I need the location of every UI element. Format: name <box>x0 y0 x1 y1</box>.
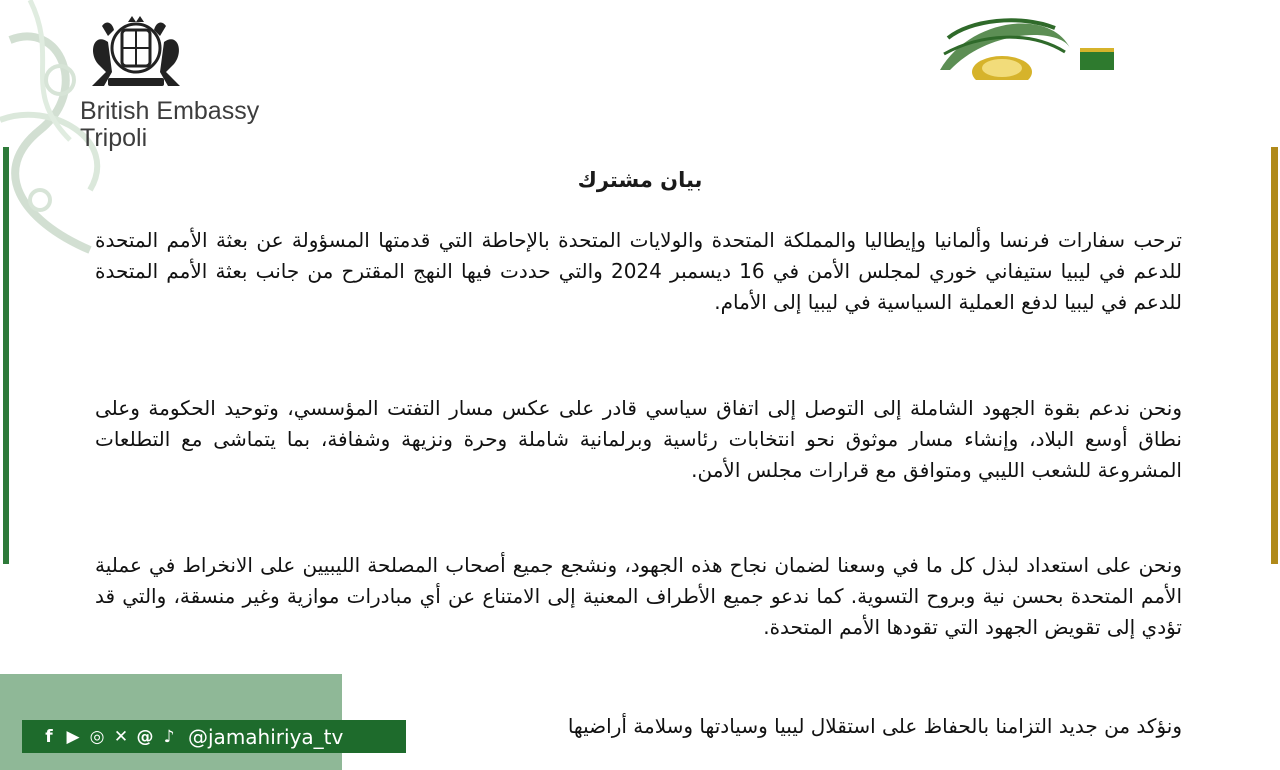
statement-title: بيان مشترك <box>577 168 703 192</box>
social-handle[interactable]: @jamahiriya_tv <box>188 724 344 749</box>
paragraph-3: ونحن على استعداد لبذل كل ما في وسعنا لضمان نجاح هذه الجهود، ونشجع جميع أصحاب المصلحة الليبيين على الانخراط في عملية الأمم المتحدة بحسن نية وبروح التسوية. كما ندعو جميع الأطراف المعنية إلى الامتناع عن أي مبادرات موازية وغير منسقة، والتي قد تؤدي إلى تقويض الجهود التي تقودها الأمم المتحدة. <box>95 553 1182 639</box>
paragraph-4: ونؤكد من جديد التزامنا بالحفاظ على استقلال ليبيا وسيادتها وسلامة أراضيها <box>567 714 1182 738</box>
facebook-icon[interactable]: f <box>45 726 53 747</box>
paragraph-1: ترحب سفارات فرنسا وألمانيا وإيطاليا والمملكة المتحدة والولايات المتحدة بالإحاطة التي قدمتها المسؤولة عن بعثة الأمم المتحدة للدعم في ليبيا ستيفاني خوري لمجلس الأمن في 16 ديسمبر 2024 والتي حددت فيها النهج المقترح من جانب بعثة الأمم المتحدة للدعم في ليبيا لدفع العملية السياسية في ليبيا إلى الأمام. <box>95 228 1182 314</box>
right-accent-bar <box>1271 147 1278 564</box>
threads-icon[interactable]: @ <box>136 726 154 747</box>
instagram-icon[interactable]: ◎ <box>89 726 105 747</box>
embassy-name-line1: British Embassy <box>80 97 260 125</box>
embassy-name <box>80 98 320 152</box>
embassy-name-line2: Tripoli <box>80 124 148 152</box>
social-bar <box>22 720 406 753</box>
tiktok-icon[interactable]: ♪ <box>163 726 175 747</box>
jamahiriya-logo <box>930 8 1120 80</box>
royal-crest-logo <box>78 12 190 92</box>
youtube-icon[interactable]: ▶ <box>66 726 80 747</box>
x-icon[interactable]: ✕ <box>113 726 129 747</box>
left-accent-bar <box>3 147 9 564</box>
paragraph-2: ونحن ندعم بقوة الجهود الشاملة إلى التوصل إلى اتفاق سياسي قادر على عكس مسار التفتت المؤسسي، وتوحيد الحكومة وعلى نطاق أوسع البلاد، وإنشاء مسار موثوق نحو انتخابات رئاسية وبرلمانية شاملة وحرة ونزيهة وشفافة، بما يتماشى مع التطلعات المشروعة للشعب الليبي ومتوافق مع قرارات مجلس الأمن. <box>95 396 1182 482</box>
